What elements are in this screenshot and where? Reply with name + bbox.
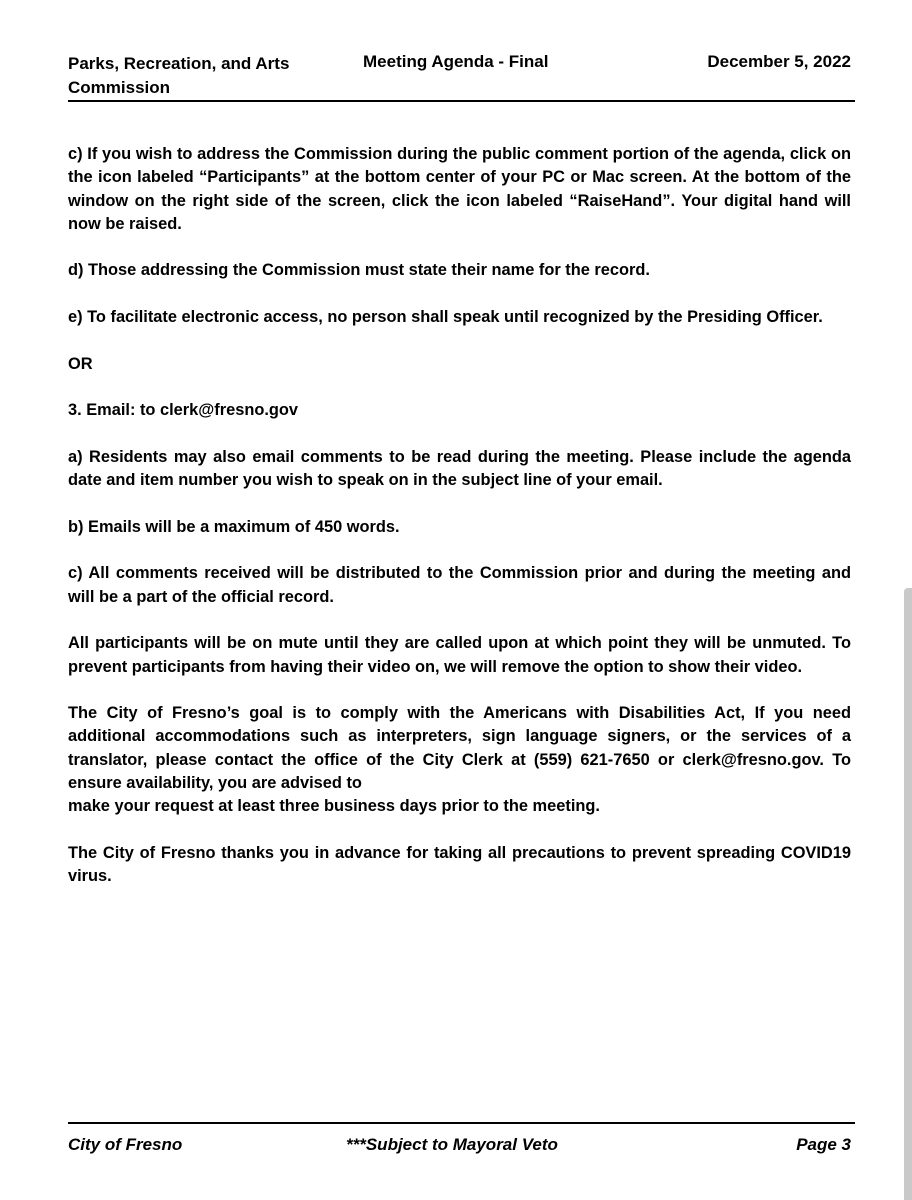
footer-city: City of Fresno — [68, 1135, 183, 1154]
footer-page-number: Page 3 — [796, 1135, 851, 1154]
paragraph-ada — [68, 702, 851, 818]
paragraph-or: OR — [68, 354, 93, 373]
agenda-title: Meeting Agenda - Final — [363, 52, 549, 71]
paragraph-state-name: d) Those addressing the Commission must state their name for the record. — [68, 261, 650, 280]
vertical-scrollbar[interactable] — [904, 588, 912, 1200]
page-header — [68, 52, 855, 102]
committee-name — [68, 52, 338, 100]
paragraph-mute-notice: All participants will be on mute until they are called upon at which point they will be unmuted. To prevent participants from having their video on, we will remove the option to show their video. — [68, 634, 851, 676]
document-body — [68, 143, 851, 912]
paragraph-email-limit: b) Emails will be a maximum of 450 words. — [68, 517, 400, 536]
committee-name-line2: Commission — [68, 78, 171, 97]
paragraph-email-comments: a) Residents may also email comments to be read during the meeting. Please include the agenda date and item number you wish to speak on in the subject line of your email. — [68, 447, 851, 490]
footer-notice: ***Subject to Mayoral Veto — [346, 1135, 558, 1154]
ada-text-line2: make your request at least three business days prior to the meeting. — [68, 797, 600, 816]
committee-name-line1: Parks, Recreation, and Arts — [68, 54, 290, 73]
paragraph-official-record: c) All comments received will be distributed to the Commission prior and during the meeting and will be a part of the official record. — [68, 564, 851, 606]
page-footer — [68, 1122, 855, 1162]
paragraph-electronic-access: e) To facilitate electronic access, no person shall speak until recognized by the Presiding Officer. — [68, 308, 823, 327]
paragraph-closing: The City of Fresno thanks you in advance for taking all precautions to prevent spreading COVID19 virus. — [68, 843, 851, 886]
meeting-date: December 5, 2022 — [707, 52, 851, 71]
ada-text-line1: The City of Fresno’s goal is to comply with the Americans with Disabilities Act, If you need additional accommodations such as interpreters, sign language signers, or the services of a translator, please contact the office of the City Clerk at (559) 621-7650 or clerk@fresno.gov. To ensure availability, you are advised to — [68, 704, 851, 793]
paragraph-raise-hand: c) If you wish to address the Commission during the public comment portion of the agenda, click on the icon labeled “Participants” at the bottom center of your PC or Mac screen. At the bottom of the window on the right side of the screen, click the icon labeled “RaiseHand”. Your digital hand will now be raised. — [68, 145, 851, 233]
paragraph-email-heading: 3. Email: to clerk@fresno.gov — [68, 401, 299, 420]
